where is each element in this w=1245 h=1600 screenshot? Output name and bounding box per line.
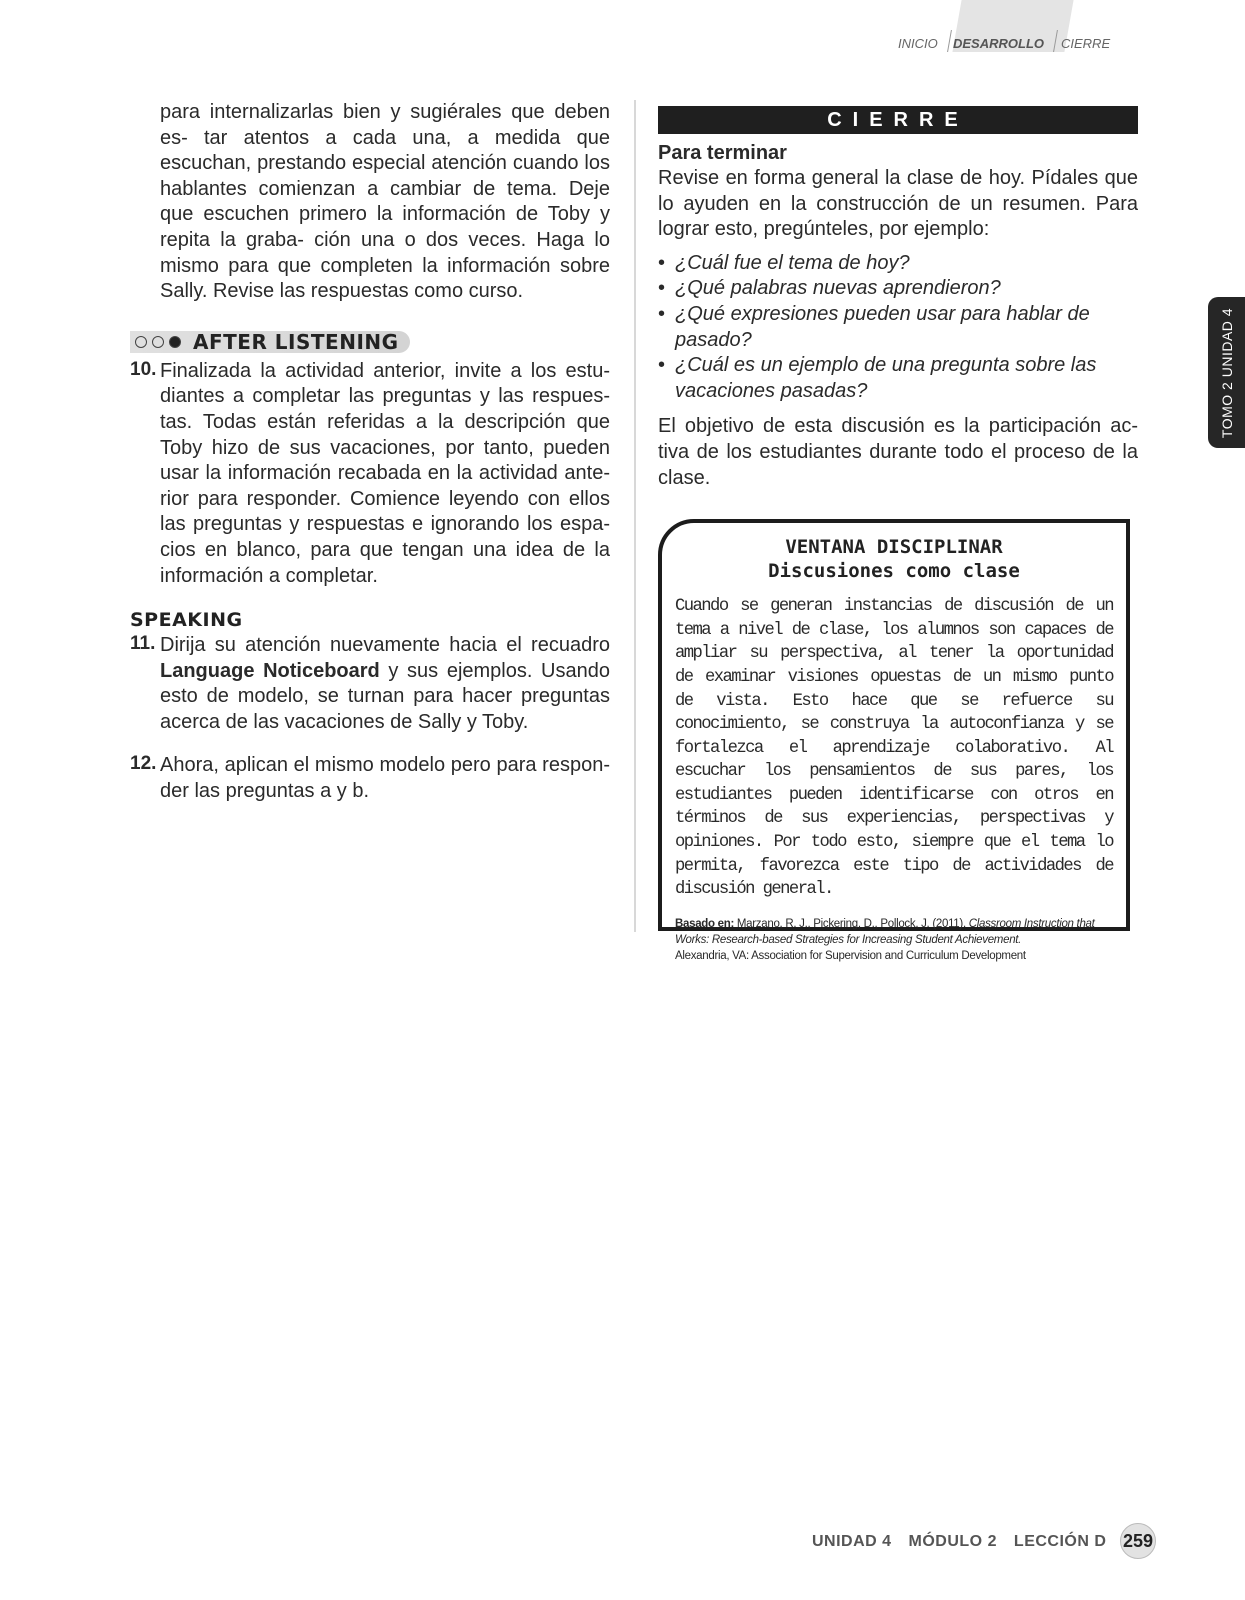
activity-10: [130, 359, 610, 589]
ventana-reference: [675, 916, 1113, 964]
right-column: [658, 106, 1138, 962]
item-number: 10.: [130, 358, 157, 380]
volume-unit-tab: [1208, 297, 1245, 448]
para-terminar-heading: Para terminar: [658, 142, 787, 164]
reference-publisher: Alexandria, VA: Association for Supervision and Curriculum Development: [675, 949, 1026, 962]
nav-cierre: CIERRE: [1061, 36, 1111, 51]
nav-desarrollo: DESARROLLO: [953, 36, 1044, 51]
footer-unidad: UNIDAD 4: [812, 1533, 892, 1550]
activity-11: [130, 633, 610, 735]
activity-12: [130, 753, 610, 804]
after-listening-badge: [130, 331, 410, 353]
page-footer: [812, 1533, 1118, 1551]
volume-unit-label: TOMO 2 UNIDAD 4: [1218, 307, 1235, 438]
activity-12-text: Ahora, aplican el mismo modelo pero para respon- der las preguntas a y b.: [160, 754, 610, 803]
ventana-disciplinar-box: [658, 519, 1130, 962]
language-noticeboard-ref: Language Noticeboard: [160, 659, 380, 682]
after-listening-title: AFTER LISTENING: [193, 329, 399, 354]
question-list: [658, 251, 1138, 405]
filled-circle-icon: [169, 336, 181, 348]
page-number: 259: [1120, 1523, 1156, 1559]
ventana-body: Cuando se generan instancias de discusión de un tema a nivel de clase, los alumnos son capaces de ampliar su perspectiva, al tener la oportunidad de examinar visiones opuestas de un mismo punto de vista. Esto hace que se refuerce su conocimiento, se construya la autoconfianza y se fortalezca el aprendizaje colaborativo. Al escuchar los pensamientos de sus pares, los estudiantes pueden identificarse con otros en términos de sus experiencias, perspectivas y opiniones. Por todo esto, siempre que el tema lo permita, favorezca este tipo de actividades de discusión general.: [675, 597, 1113, 900]
nav-separator: [947, 30, 952, 52]
cierre-intro: Revise en forma general la clase de hoy. Pídales que lo ayuden en la construcción de un resumen. Para lograr esto, pregúnteles, por ejemplo:: [658, 167, 1138, 241]
footer-modulo: MÓDULO 2: [908, 1533, 997, 1550]
empty-circle-icon: [152, 336, 164, 348]
section-nav: [898, 0, 1135, 62]
cierre-banner: CIERRE: [658, 106, 1138, 134]
activity-11-text-a: Dirija su atención nuevamente hacia el recuadro: [160, 634, 610, 657]
left-column: [130, 100, 610, 805]
cierre-closing: El objetivo de esta discusión es la participación ac- tiva de los estudiantes durante todo el proceso de la clase.: [658, 415, 1138, 489]
speaking-heading: SPEAKING: [130, 609, 243, 632]
question-item: • ¿Qué expresiones pueden usar para hablar de pasado?: [658, 302, 1138, 353]
question-item: • ¿Qué palabras nuevas aprendieron?: [658, 276, 1138, 302]
ventana-title: VENTANA DISCIPLINAR: [785, 536, 1003, 559]
activity-11-text-b: y sus ejemplos. Usando esto de modelo, se turnan para hacer preguntas acerca de las vacaciones de Sally y Toby.: [160, 659, 610, 733]
ventana-subtitle: Discusiones como clase: [768, 560, 1020, 583]
activity-10-text: Finalizada la actividad anterior, invite a los estu- diantes a completar las preguntas y las respues- tas. Todas están referidas a la descripción que Toby hizo de sus vacaciones, por tanto, pueden usar la información recabada en la actividad ante- rior para responder. Comience leyendo con ellos las preguntas y respuestas e ignorando los espa- cios en blanco, para que tengan una idea de la información a completar.: [160, 359, 610, 587]
activity-11-text: [160, 633, 610, 735]
column-divider: [634, 100, 636, 932]
item-number: 12.: [130, 753, 157, 775]
question-item: • ¿Cuál fue el tema de hoy?: [658, 251, 1138, 277]
item-number: 11.: [130, 633, 156, 655]
reference-label: Basado en:: [675, 917, 734, 930]
reference-authors: Marzano, R. J., Pickering, D., Pollock, J. (2011).: [736, 917, 966, 930]
nav-inicio: INICIO: [898, 36, 938, 51]
empty-circle-icon: [135, 336, 147, 348]
footer-leccion: LECCIÓN D: [1013, 1533, 1107, 1550]
question-item: • ¿Cuál es un ejemplo de una pregunta sobre las vacaciones pasadas?: [658, 353, 1138, 404]
reference-title: Classroom Instruction that Works: Research-based Strategies for Increasing Student Achievement.: [675, 917, 1095, 946]
intro-paragraph: para internalizarlas bien y sugiérales que deben es- tar atentos a cada una, a medida que escuchan, prestando especial atención cuando los hablantes comienzan a cambiar de tema. Deje que escuchen primero la información de Toby y repita la graba- ción una o dos veces. Haga lo mismo para que completen la información sobre Sally. Revise las respuestas como curso.: [160, 101, 610, 303]
